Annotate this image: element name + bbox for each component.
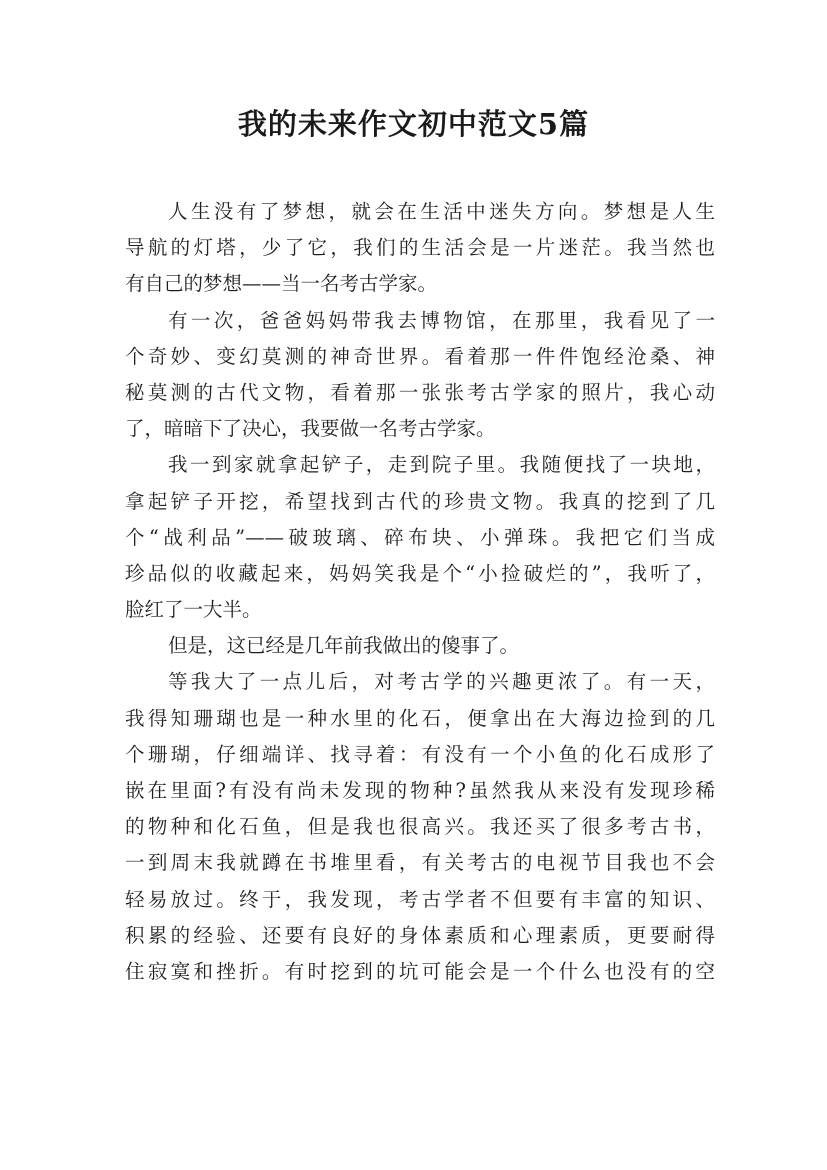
text-line: 有自己的梦想——当一名考古学家。 (125, 272, 438, 296)
text-line: 有一次，爸爸妈妈带我去博物馆，在那里，我看见了一 (168, 308, 715, 332)
text-line: 秘莫测的古代文物，看着那一张张考古学家的照片，我心动 (125, 380, 715, 404)
text-line: 个奇妙、变幻莫测的神奇世界。看着那一件件饱经沧桑、神 (125, 344, 715, 368)
text-line: 轻易放过。终于，我发现，考古学者不但要有丰富的知识、 (125, 887, 715, 911)
text-line: 住寂寞和挫折。有时挖到的坑可能会是一个什么也没有的空 (125, 959, 715, 983)
text-line: 等我大了一点儿后，对考古学的兴趣更浓了。有一天， (168, 670, 715, 694)
document-body (125, 194, 715, 990)
text-line: 了，暗暗下了决心，我要做一名考古学家。 (125, 417, 496, 441)
text-line: 的物种和化石鱼，但是我也很高兴。我还买了很多考古书， (125, 815, 715, 839)
text-line: 导航的灯塔，少了它，我们的生活会是一片迷茫。我当然也 (125, 236, 715, 260)
text-line: 但是，这已经是几年前我做出的傻事了。 (168, 634, 520, 658)
document-title: 我的未来作文初中范文5篇 (237, 107, 590, 141)
text-line: 人生没有了梦想，就会在生活中迷失方向。梦想是人生 (168, 200, 715, 223)
text-line: 珍品似的收藏起来，妈妈笑我是个“小捡破烂的”，我听了， (125, 561, 715, 585)
text-line: 拿起铲子开挖，希望找到古代的珍贵文物。我真的挖到了几 (125, 489, 715, 513)
text-line: 我一到家就拿起铲子，走到院子里。我随便找了一块地， (168, 453, 715, 477)
text-line: 个“战利品”——破玻璃、碎布块、小弹珠。我把它们当成 (125, 525, 715, 549)
text-line: 积累的经验、还要有良好的身体素质和心理素质，更要耐得 (125, 923, 715, 947)
text-line: 脸红了一大半。 (125, 598, 262, 622)
text-line: 我得知珊瑚也是一种水里的化石，便拿出在大海边捡到的几 (125, 706, 715, 730)
text-line: 嵌在里面?有没有尚未发现的物种?虽然我从来没有发现珍稀 (125, 779, 715, 802)
text-line: 一到周末我就蹲在书堆里看，有关考古的电视节目我也不会 (125, 851, 715, 875)
text-line: 个珊瑚，仔细端详、找寻着：有没有一个小鱼的化石成形了 (125, 742, 715, 766)
